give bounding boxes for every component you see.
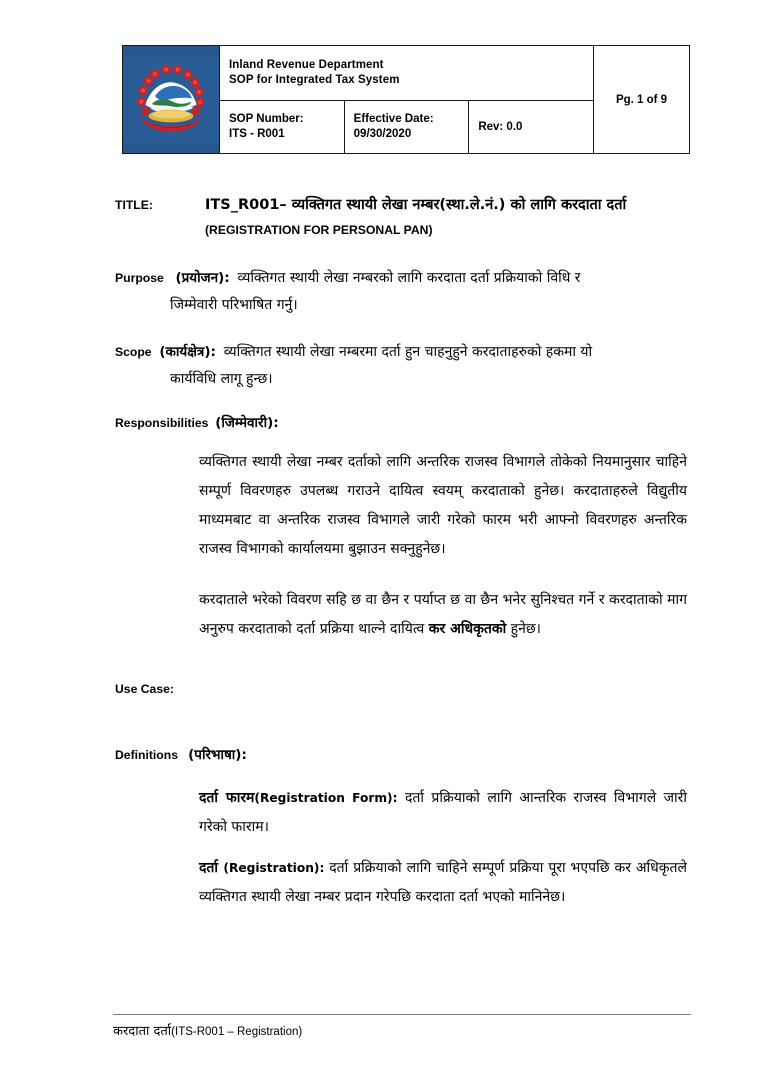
use-case-heading: Use Case: bbox=[115, 682, 174, 696]
definitions-label-np: (परिभाषा): bbox=[188, 747, 247, 763]
page-indicator-cell bbox=[594, 46, 690, 154]
responsibilities-paragraph-2-emphasis: कर अधिकृतको bbox=[428, 621, 507, 637]
effective-date-label: Effective Date: bbox=[353, 113, 434, 125]
purpose-label-en: Purpose bbox=[115, 271, 164, 285]
responsibilities-label-en: Responsibilities bbox=[115, 416, 209, 430]
definition-item bbox=[199, 854, 687, 912]
scope-label-np: (कार्यक्षेत्र): bbox=[159, 344, 216, 360]
footer-divider bbox=[113, 1014, 691, 1015]
title-section bbox=[115, 192, 690, 242]
document-body bbox=[115, 192, 690, 912]
responsibilities-paragraph-2 bbox=[199, 586, 687, 644]
footer-text-en: (ITS-R001 – Registration) bbox=[171, 1026, 303, 1038]
revision-cell bbox=[469, 101, 594, 154]
revision-value: Rev: 0.0 bbox=[478, 120, 523, 133]
organization-name: Inland Revenue Department bbox=[229, 59, 384, 71]
responsibilities-paragraph-2-part1: करदाताले भरेको विवरण सहि छ वा छैन र पर्याप्त छ वा छैन भनेर सुनिश्चत गर्ने र करदाताको माग अनुरुप करदाताको दर्ता प्रक्रिया थाल्ने दायित्व bbox=[199, 592, 687, 637]
responsibilities-paragraph-1: व्यक्तिगत स्थायी लेखा नम्बर दर्ताको लागि अन्तरिक राजस्व विभागले तोकेको नियमानुसार चाहिने सम्पूर्ण विवरणहरु उपलब्ध गराउने दायित्व स्वयम् करदाताको हुनेछ। करदाताहरुले विद्युतीय माध्यमबाट वा अन्तरिक राजस्व विभागले जारी गरेको फारम भरी आफ्नो विवरणहरु अन्तरिक राजस्व विभागको कार्यालयमा बुझाउन सक्नुहुनेछ। bbox=[199, 454, 687, 557]
effective-date-value: 09/30/2020 bbox=[353, 128, 412, 140]
document-footer bbox=[113, 1014, 691, 1041]
scope-section bbox=[115, 338, 690, 393]
title-label: TITLE: bbox=[115, 198, 153, 212]
definition-term-np: दर्ता फारम bbox=[199, 790, 255, 806]
responsibilities-label-np: (जिम्मेवारी): bbox=[215, 415, 279, 431]
scope-line-1: व्यक्तिगत स्थायी लेखा नम्बरमा दर्ता हुन चाहनुहुने करदाताहरुको हकमा यो bbox=[223, 344, 593, 360]
organization-cell bbox=[220, 46, 594, 101]
title-english-subtitle: (REGISTRATION FOR PERSONAL PAN) bbox=[205, 223, 433, 237]
definition-text: दर्ता प्रक्रियाको लागि चाहिने सम्पूर्ण प्रक्रिया पूरा भएपछि कर अधिकृतले व्यक्तिगत स्थायी लेखा नम्बर प्रदान गरेपछि करदाता दर्ता भएको मानिनेछ। bbox=[199, 860, 687, 905]
definitions-heading bbox=[115, 744, 690, 766]
nepal-emblem-icon bbox=[123, 57, 219, 143]
organization-subtitle: SOP for Integrated Tax System bbox=[229, 74, 400, 86]
emblem-svg bbox=[131, 60, 211, 140]
footer-content bbox=[113, 1022, 691, 1041]
sop-number-cell bbox=[220, 101, 345, 154]
sop-number-value: ITS - R001 bbox=[229, 128, 285, 140]
scope-label-en: Scope bbox=[115, 345, 152, 359]
purpose-line-1: व्यक्तिगत स्थायी लेखा नम्बरको लागि करदाता दर्ता प्रक्रियाको विधि र bbox=[237, 270, 581, 286]
definition-text: दर्ता प्रक्रियाको लागि आन्तरिक राजस्व विभागले जारी गरेको फाराम। bbox=[199, 790, 687, 835]
scope-line-2: कार्यविधि लागू हुन्छ। bbox=[170, 371, 273, 387]
definition-term-en: (Registration Form): bbox=[254, 791, 398, 805]
document-header-table bbox=[122, 45, 690, 154]
title-value: ITS_R001– व्यक्तिगत स्थायी लेखा नम्बर(स्था.ले.नं.) को लागि करदाता दर्ता bbox=[205, 197, 627, 213]
purpose-section bbox=[115, 264, 690, 319]
purpose-label-np: (प्रयोजन): bbox=[175, 270, 230, 286]
definition-item bbox=[199, 784, 687, 842]
sop-number-label: SOP Number: bbox=[229, 113, 304, 125]
responsibilities-section bbox=[115, 412, 690, 644]
emblem-cell bbox=[123, 46, 220, 154]
purpose-line-2: जिम्मेवारी परिभाषित गर्नु। bbox=[170, 297, 298, 313]
footer-text-np: करदाता दर्ता bbox=[113, 1024, 172, 1039]
page-indicator: Pg. 1 of 9 bbox=[615, 93, 668, 106]
effective-date-cell bbox=[344, 101, 469, 154]
definition-term-np: दर्ता bbox=[199, 860, 224, 876]
responsibilities-paragraph-2-part2: हुनेछ। bbox=[506, 621, 541, 637]
definitions-label-en: Definitions bbox=[115, 748, 178, 762]
definition-term-en: (Registration): bbox=[223, 861, 325, 875]
